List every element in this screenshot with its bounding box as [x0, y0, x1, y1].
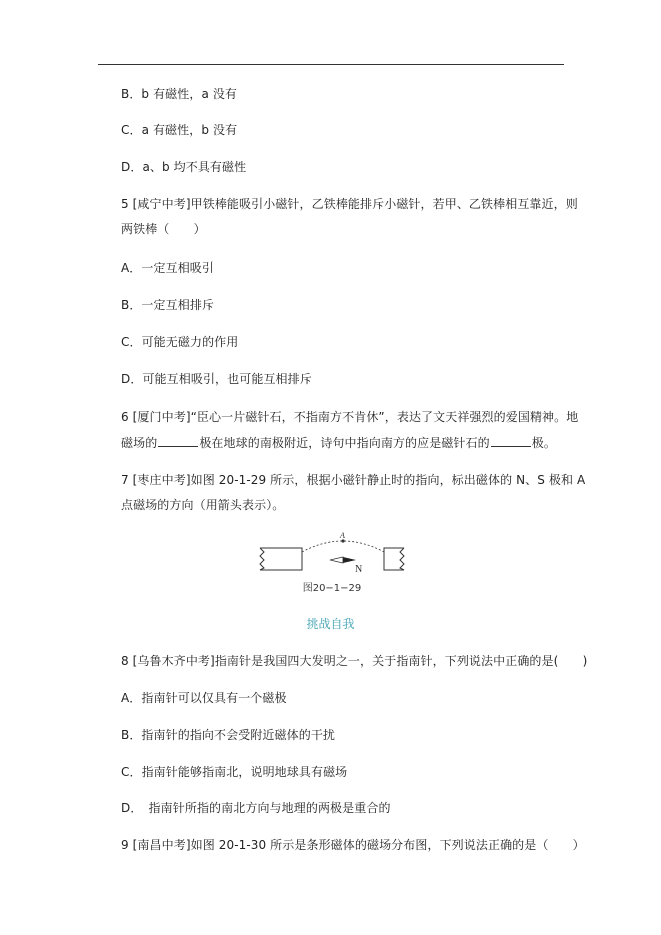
q5-option-b: B．一定互相排斥 — [121, 298, 215, 312]
header-rule — [98, 64, 564, 65]
q6-line1: 6 [厦门中考]“臣心一片磁针石，不指南方不肯休”，表达了文天祥强烈的爱国精神。地 — [121, 410, 579, 424]
field-line — [302, 541, 384, 552]
left-magnet — [260, 548, 302, 570]
needle-north — [343, 557, 356, 563]
q4-option-c: C．a 有磁性，b 没有 — [121, 123, 238, 137]
figure-20-1-29 — [258, 528, 406, 598]
right-magnet-break — [400, 548, 404, 570]
q6-blank-1 — [158, 434, 198, 447]
q8-option-d: D． 指南针所指的南北方向与地理的两极是重合的 — [121, 801, 391, 815]
point-a-label: A — [340, 531, 345, 540]
q5-option-a: A．一定互相吸引 — [121, 261, 215, 275]
q5-stem-line2: 两铁棒（ ） — [121, 222, 206, 236]
q5-stem-line1: 5 [咸宁中考]甲铁棒能吸引小磁针，乙铁棒能排斥小磁针，若甲、乙铁棒相互靠近，则 — [121, 197, 578, 211]
q4-option-d: D．a、b 均不具有磁性 — [121, 160, 247, 174]
section-title: 挑战自我 — [306, 617, 355, 631]
q6-line2-part3: 极。 — [531, 436, 556, 450]
q5-option-d: D．可能互相吸引，也可能互相排斥 — [121, 372, 312, 386]
q6-blank-2 — [491, 434, 531, 447]
needle-south — [330, 557, 343, 563]
q8-stem: 8 [乌鲁木齐中考]指南针是我国四大发明之一，关于指南针，下列说法中正确的是( ) — [121, 654, 588, 668]
q6-line2 — [121, 434, 556, 451]
q6-line2-part1: 磁场的 — [121, 436, 158, 450]
left-magnet-break — [260, 548, 264, 570]
q8-option-a: A．指南针可以仅具有一个磁极 — [121, 691, 287, 705]
needle-n-label: N — [355, 564, 363, 575]
q4-option-b: B．b 有磁性，a 没有 — [121, 87, 238, 101]
q7-line1: 7 [枣庄中考]如图 20-1-29 所示，根据小磁针静止时的指向，标出磁体的 N、S 极和 A — [121, 473, 586, 487]
q6-line2-part2: 极在地球的南极附近，诗句中指向南方的应是磁针石的 — [199, 436, 490, 450]
q9-stem: 9 [南昌中考]如图 20-1-30 所示是条形磁体的磁场分布图，下列说法正确的是（ ） — [121, 838, 585, 852]
q8-option-b: B．指南针的指向不会受附近磁体的干扰 — [121, 728, 336, 742]
q8-option-c: C．指南针能够指南北，说明地球具有磁场 — [121, 765, 348, 779]
q5-option-c: C．可能无磁力的作用 — [121, 335, 239, 349]
figure-caption: 图20−1−29 — [302, 583, 362, 594]
q7-line2: 点磁场的方向（用箭头表示）。 — [121, 498, 285, 512]
